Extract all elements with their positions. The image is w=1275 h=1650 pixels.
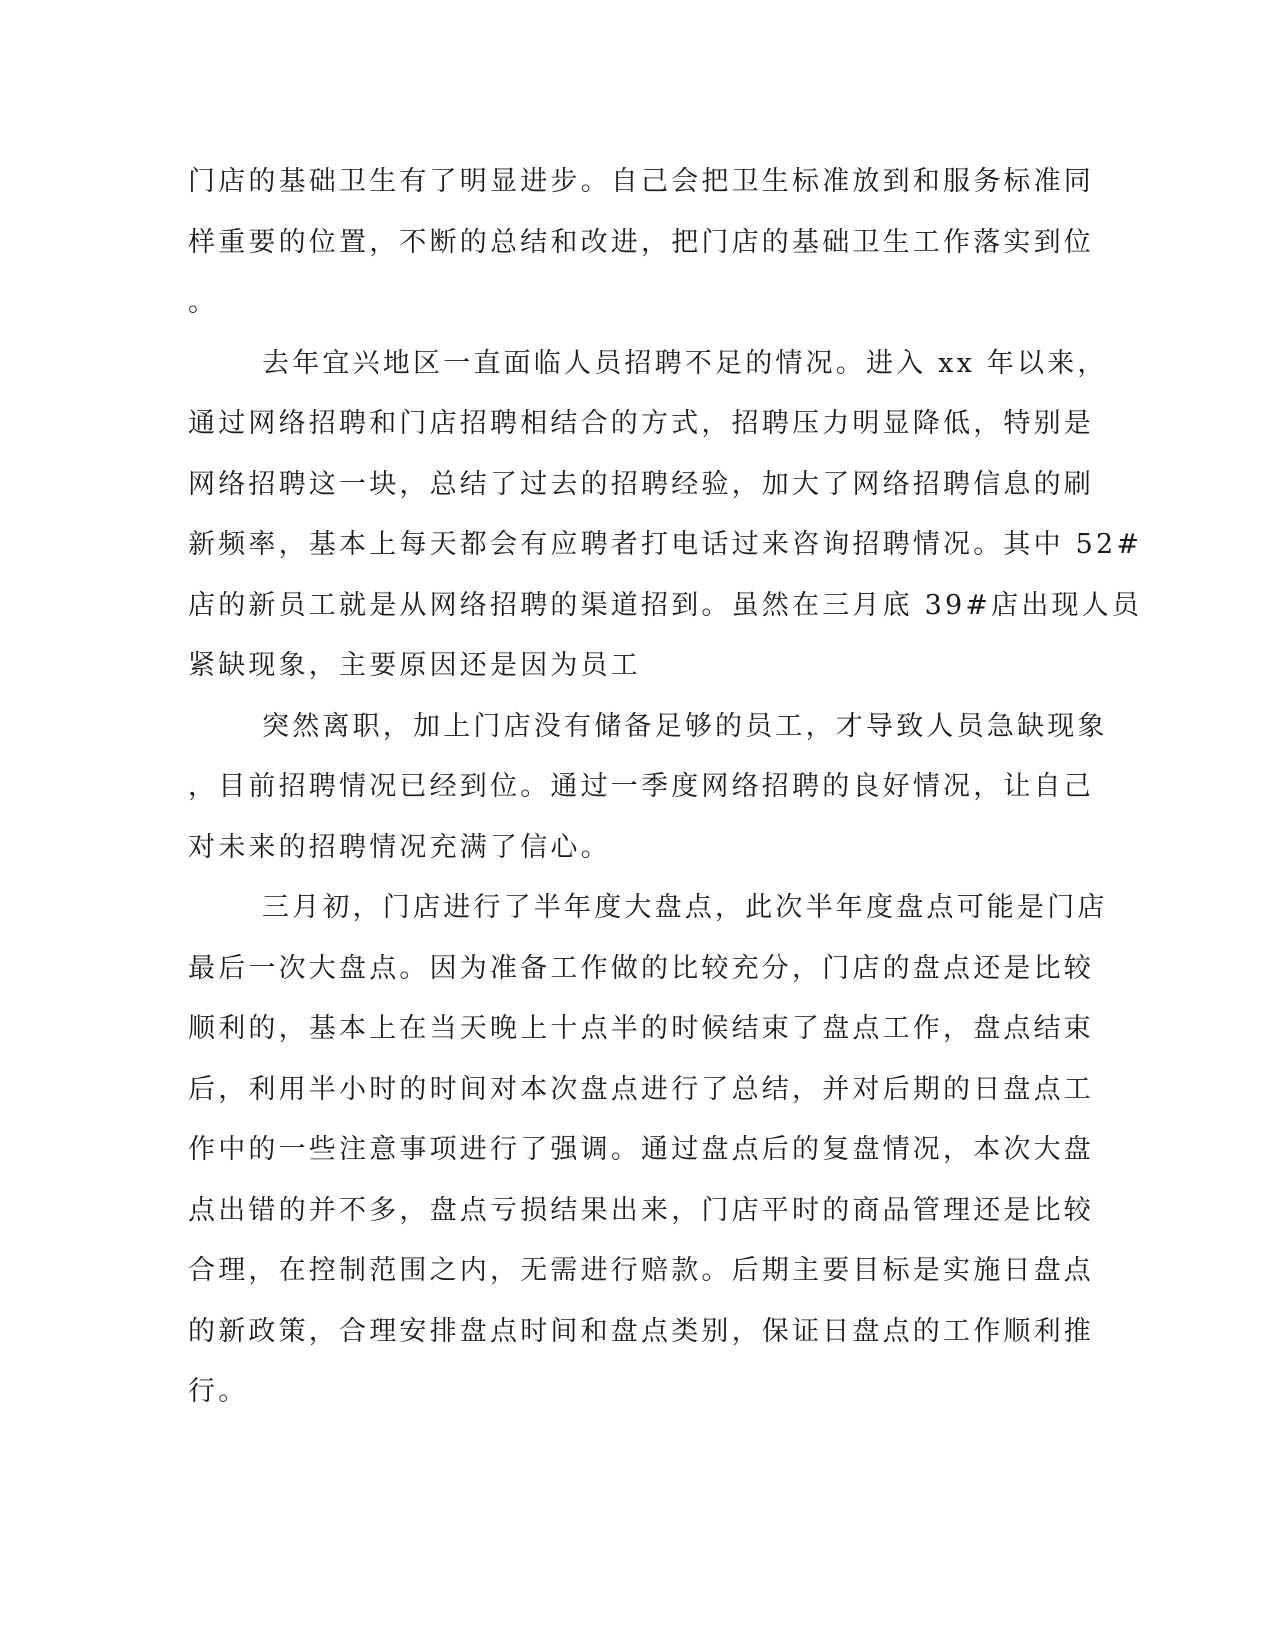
- text-line: 最后一次大盘点。因为准备工作做的比较充分，门店的盘点还是比较: [188, 952, 1094, 984]
- text-line: 后，利用半小时的时间对本次盘点进行了总结，并对后期的日盘点工: [188, 1073, 1094, 1105]
- text-line: 。: [188, 287, 219, 318]
- text-line: 作中的一些注意事项进行了强调。通过盘点后的复盘情况，本次大盘: [188, 1134, 1094, 1165]
- text-line: 的新政策，合理安排盘点时间和盘点类别，保证日盘点的工作顺利推: [188, 1315, 1094, 1347]
- text-line: 新频率，基本上每天都会有应聘者打电话过来咨询招聘情况。其中 52#: [188, 529, 1143, 560]
- text-line: 行。: [188, 1376, 249, 1407]
- text-line: 通过网络招聘和门店招聘相结合的方式，招聘压力明显降低，特别是: [188, 408, 1094, 439]
- text-line: 顺利的，基本上在当天晚上十点半的时候结束了盘点工作，盘点结束: [188, 1013, 1094, 1044]
- text-line: 点出错的并不多，盘点亏损结果出来，门店平时的商品管理还是比较: [188, 1194, 1094, 1226]
- text-line: ，目前招聘情况已经到位。通过一季度网络招聘的良好情况，让自己: [188, 771, 1094, 802]
- text-line: 合理，在控制范围之内，无需进行赔款。后期主要目标是实施日盘点: [188, 1255, 1094, 1286]
- text-line: 店的新员工就是从网络招聘的渠道招到。虽然在三月底 39#店出现人员: [188, 589, 1143, 621]
- text-line: 紧缺现象，主要原因还是因为员工: [188, 650, 641, 681]
- paragraph-start-line: 三月初，门店进行了半年度大盘点，此次半年度盘点可能是门店: [262, 892, 1108, 923]
- text-line: 对未来的招聘情况充满了信心。: [188, 831, 611, 863]
- body-text: [188, 152, 1143, 1423]
- paragraph-start-line: 突然离职，加上门店没有储备足够的员工，才导致人员急缺现象: [262, 710, 1108, 742]
- paragraph-start-line: 去年宜兴地区一直面临人员招聘不足的情况。进入 xx 年以来，: [262, 347, 1108, 379]
- text-line: 网络招聘这一块，总结了过去的招聘经验，加大了网络招聘信息的刷: [188, 468, 1094, 500]
- text-line: 门店的基础卫生有了明显进步。自己会把卫生标准放到和服务标准同: [188, 166, 1094, 197]
- text-line: 样重要的位置，不断的总结和改进，把门店的基础卫生工作落实到位: [188, 226, 1094, 258]
